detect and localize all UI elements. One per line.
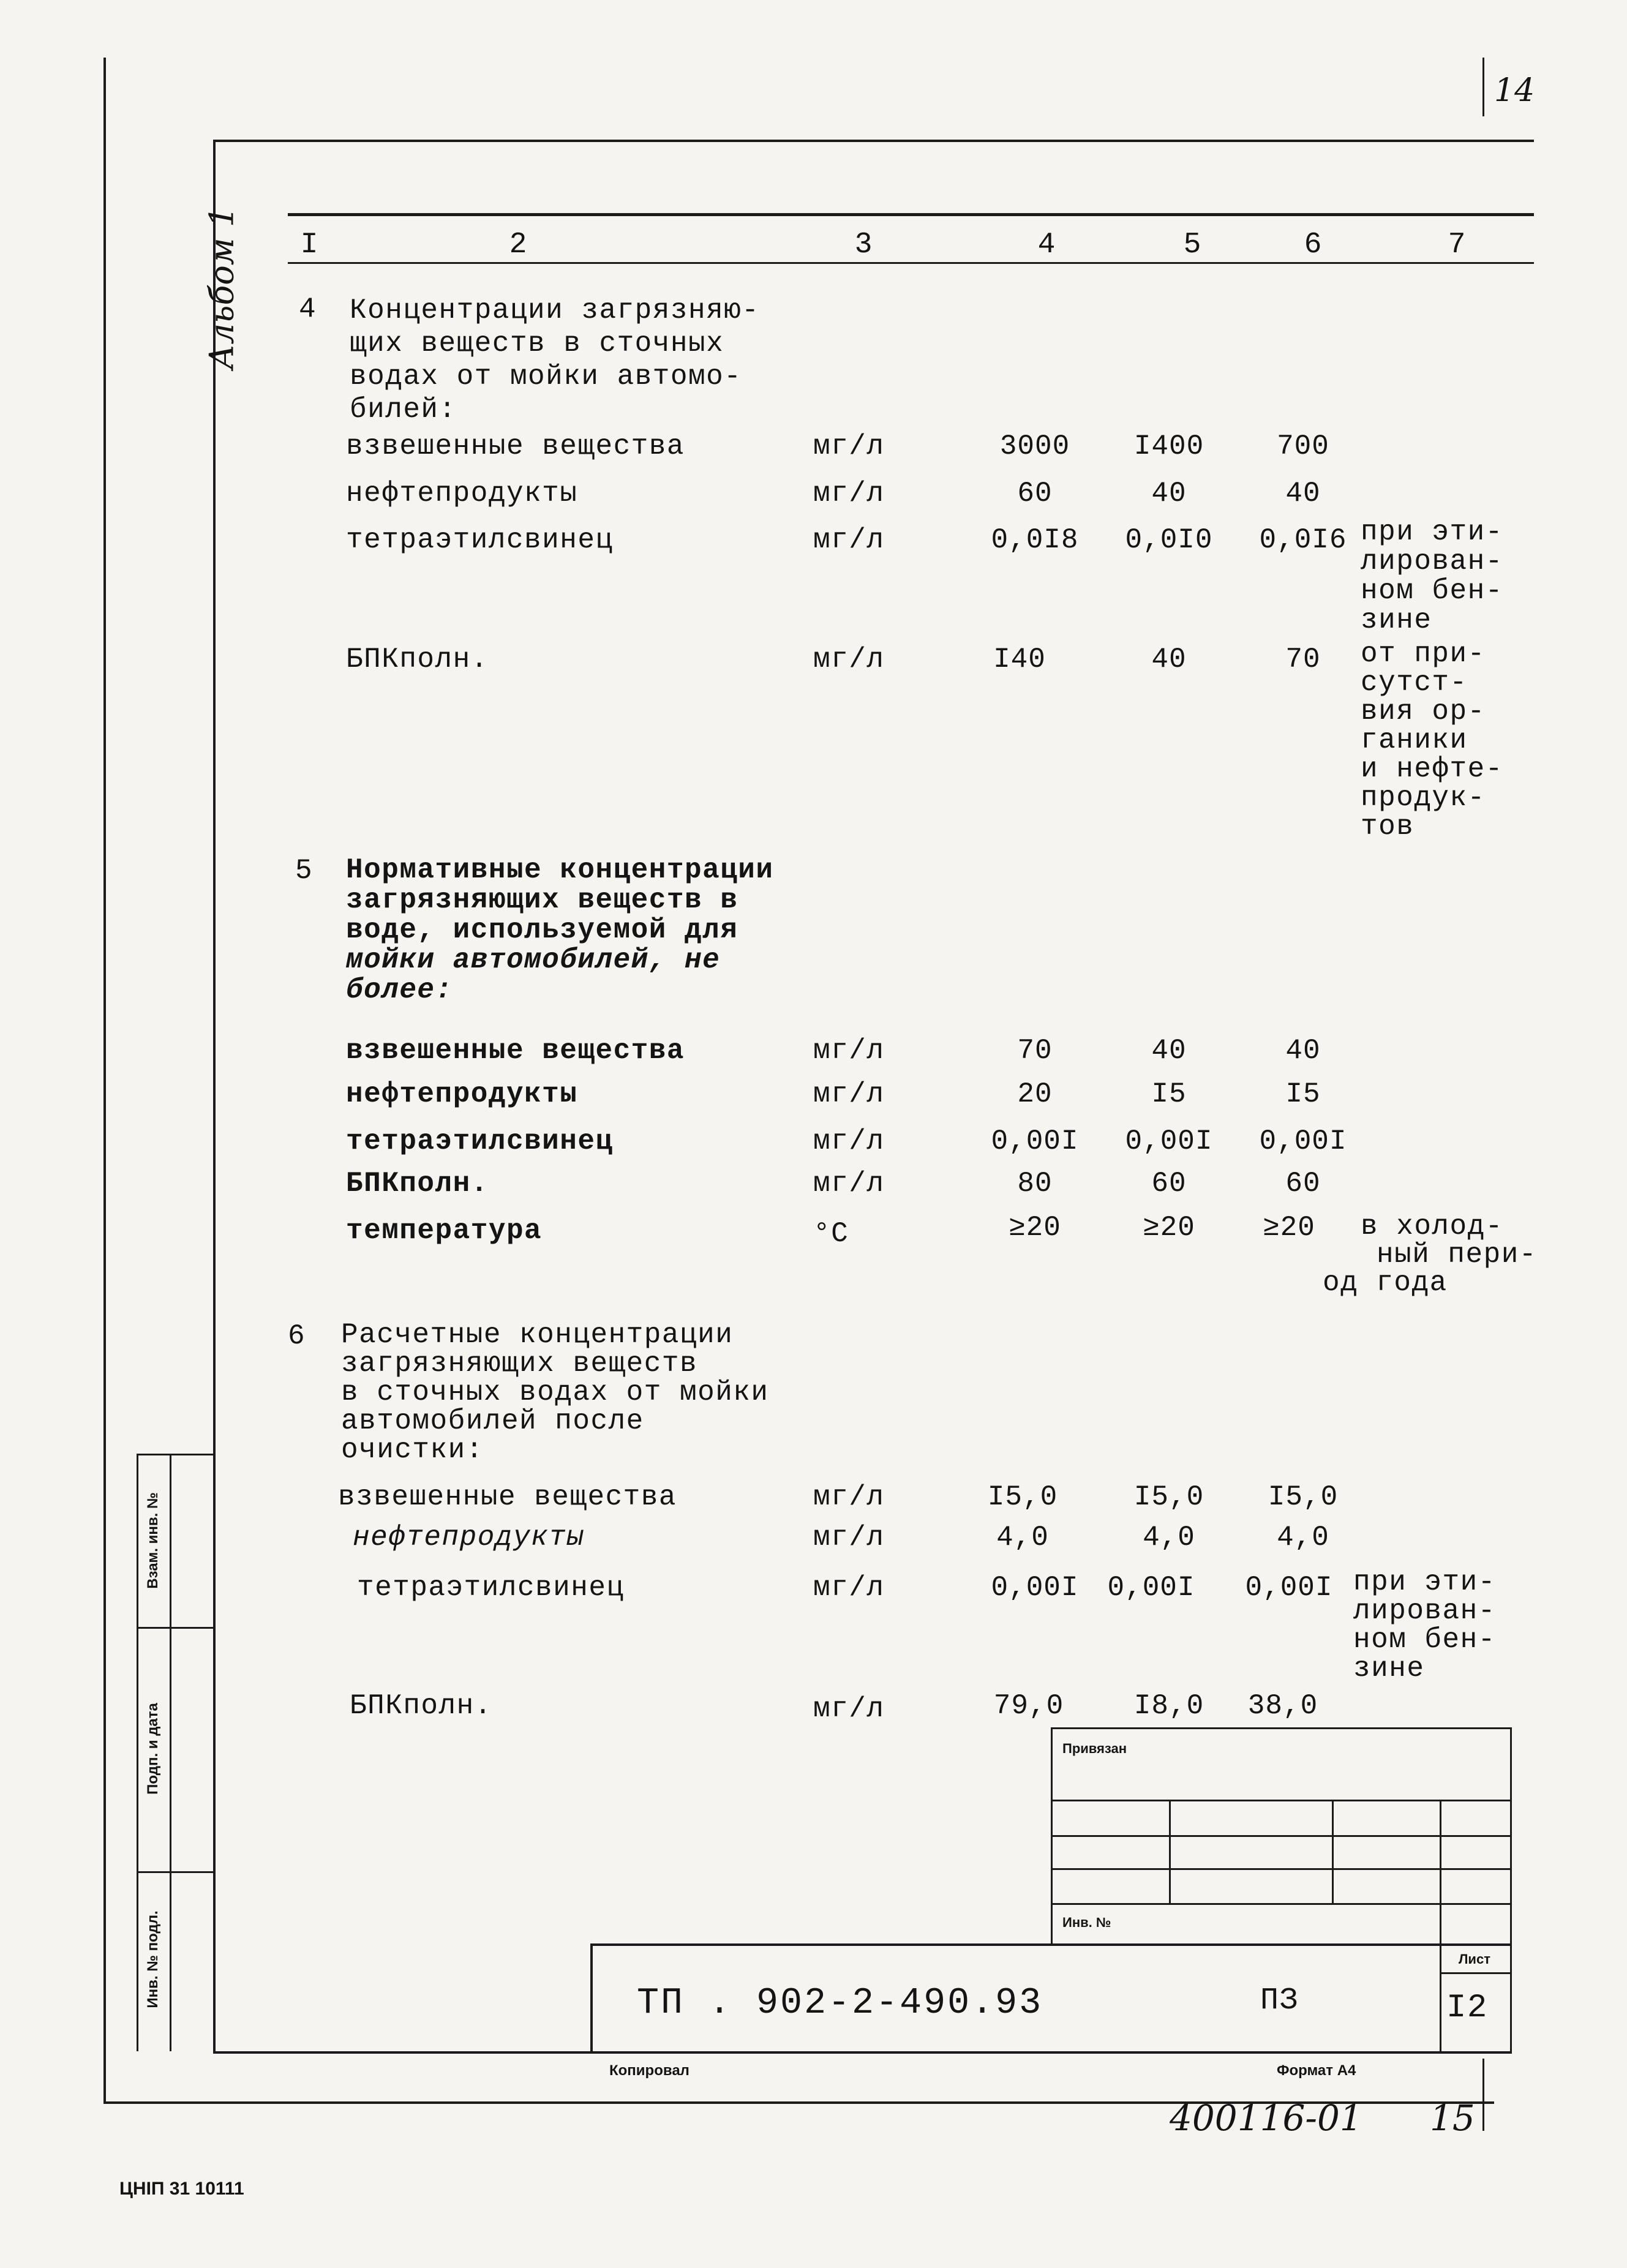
side-stamp-original-inv: Инв. № подл. (145, 1910, 161, 2008)
row-value-col6: 40 (1285, 1035, 1321, 1067)
row-value-col5: 60 (1151, 1168, 1187, 1200)
row-value-col6: 4,0 (1277, 1522, 1329, 1553)
title-block-main-top-line (590, 1943, 1512, 1946)
section-title-line: воде, используемой для (346, 914, 738, 946)
row-note-line: от при- (1361, 638, 1486, 670)
row-value-col4: I40 (993, 644, 1046, 675)
section-title-line: Расчетные концентрации (341, 1319, 734, 1351)
row-note-line: и нефте- (1361, 753, 1503, 785)
title-block-sheet-divider (1440, 1943, 1441, 2051)
section-title (341, 1321, 769, 1465)
row-note-line: зине (1361, 604, 1432, 636)
row-value-col4: 3000 (999, 430, 1070, 462)
title-block-sheet-divider (1440, 1972, 1512, 1974)
row-note-line: ном бен- (1353, 1624, 1496, 1656)
row-unit: мг/л (813, 1125, 885, 1157)
row-unit: мг/л (813, 430, 885, 462)
column-header-5: 5 (1183, 228, 1201, 261)
section-title-line: билей: (350, 394, 457, 426)
row-name: БПКполн. (346, 1168, 489, 1200)
row-note-line: ный пери- (1377, 1239, 1537, 1271)
row-value-col4: 0,00I (991, 1572, 1079, 1604)
row-name: взвешенные вещества (338, 1481, 677, 1513)
row-value-col6: I5 (1285, 1078, 1321, 1110)
row-value-col5: I400 (1133, 430, 1204, 462)
row-note-line: при эти- (1361, 516, 1503, 548)
footer-vertical-mark (1482, 2059, 1484, 2131)
row-value-col4: ≥20 (1009, 1212, 1061, 1244)
row-value-col4: 80 (1017, 1168, 1053, 1200)
title-block-grid-line (1332, 1800, 1334, 1903)
row-unit: мг/л (813, 1168, 885, 1200)
row-value-col5: I8,0 (1133, 1690, 1204, 1722)
title-block-grid-line (1440, 1800, 1441, 1943)
row-note-line: вия ор- (1361, 696, 1486, 727)
row-note-line: од года (1323, 1267, 1448, 1299)
row-name: тетраэтилсвинец (357, 1572, 625, 1604)
row-value-col5: I5 (1151, 1078, 1187, 1110)
row-value-col5: 40 (1151, 478, 1187, 509)
title-block-grid-line (1051, 1835, 1512, 1837)
row-value-col5: 0,00I (1107, 1572, 1195, 1604)
row-value-col4: 79,0 (993, 1690, 1064, 1722)
row-value-col6: 700 (1277, 430, 1329, 462)
title-block-top-line (1051, 1727, 1512, 1729)
row-value-col6: 38,0 (1247, 1690, 1318, 1722)
row-note-line: в холод- (1361, 1211, 1503, 1242)
section-title-line: очистки: (341, 1434, 484, 1466)
section-title (350, 294, 759, 426)
inner-frame-bottom-line (213, 2051, 1512, 2054)
title-block-main-left-line (590, 1943, 593, 2051)
row-name: нефтепродукты (346, 1078, 578, 1110)
section-title-line: загрязняющих веществ в (346, 884, 738, 916)
section-title-line: щих веществ в сточных (350, 328, 724, 359)
row-value-col5: 40 (1151, 1035, 1187, 1067)
section-title-line: автомобилей после (341, 1405, 644, 1437)
row-name: БПКполн. (346, 644, 489, 675)
side-stamp-divider (137, 1871, 213, 1873)
section-title-line: в сточных водах от мойки (341, 1376, 769, 1408)
row-unit: мг/л (813, 1572, 885, 1604)
row-name: БПКполн. (350, 1690, 492, 1722)
row-value-col5: I5,0 (1133, 1481, 1204, 1513)
outer-frame-top-right-line (1482, 58, 1484, 116)
document-designation: ТП . 902-2-490.93 (637, 1983, 1043, 2024)
row-value-col6: ≥20 (1263, 1212, 1315, 1244)
row-value-col4: I5,0 (987, 1481, 1058, 1513)
side-stamp-middle-line (170, 1454, 171, 2051)
handwritten-code: 400116-01 (1170, 2097, 1362, 2139)
section-title-line: водах от мойки автомо- (350, 361, 742, 392)
row-value-col6: I5,0 (1268, 1481, 1339, 1513)
row-note-line: тов (1361, 811, 1415, 843)
row-unit: мг/л (813, 524, 885, 556)
row-note (1361, 517, 1503, 635)
side-stamp-replaced-inv: Взам. инв. № (145, 1492, 161, 1589)
side-stamp-divider (137, 1627, 213, 1629)
table-header-top-line (288, 213, 1534, 216)
side-stamp-signature-date: Подп. и дата (145, 1703, 161, 1795)
column-header-6: 6 (1304, 228, 1322, 261)
row-unit: мг/л (813, 1693, 885, 1725)
inner-frame-left-line (213, 140, 216, 2051)
format-label: Формат А4 (1277, 2062, 1356, 2079)
column-header-3: 3 (854, 228, 873, 261)
row-unit: мг/л (813, 1481, 885, 1513)
row-name: тетраэтилсвинец (346, 1125, 614, 1157)
row-unit: мг/л (813, 1522, 885, 1553)
sheet-number: I2 (1446, 1989, 1488, 2027)
row-note (1361, 640, 1503, 841)
row-unit: мг/л (813, 478, 885, 509)
section-title-line: мойки автомобилей, не (346, 944, 721, 976)
side-stamp-left-line (137, 1454, 138, 2051)
attached-label: Привязан (1062, 1741, 1127, 1756)
row-note-line: лирован- (1353, 1595, 1496, 1627)
row-name: температура (346, 1215, 543, 1247)
section-title (346, 855, 774, 1005)
row-value-col6: 70 (1285, 644, 1321, 675)
row-value-col5: 40 (1151, 644, 1187, 675)
row-value-col6: 0,0I6 (1259, 524, 1347, 556)
row-value-col4: 0,0I8 (991, 524, 1079, 556)
row-unit: °C (813, 1218, 849, 1250)
row-value-col4: 0,00I (991, 1125, 1079, 1157)
top-page-number: 14 (1494, 72, 1535, 109)
row-value-col6: 60 (1285, 1168, 1321, 1200)
row-name: нефтепродукты (353, 1522, 585, 1553)
row-unit: мг/л (813, 644, 885, 675)
section-number: 4 (299, 293, 317, 325)
column-header-1: I (300, 228, 318, 261)
row-name: тетраэтилсвинец (346, 524, 614, 556)
row-value-col4: 4,0 (996, 1522, 1049, 1553)
row-note-line: сутст- (1361, 667, 1468, 699)
document-code: ПЗ (1260, 1983, 1299, 2018)
row-note (1353, 1568, 1496, 1683)
table-header-bottom-line (288, 262, 1534, 264)
print-mark: ЦНIП 31 10111 (119, 2179, 244, 2199)
section-number: 6 (288, 1320, 306, 1352)
row-unit: мг/л (813, 1078, 885, 1110)
title-block-right-line (1510, 1727, 1512, 2051)
inv-label: Инв. № (1062, 1915, 1111, 1930)
section-title-line: Концентрации загрязняю- (350, 295, 760, 326)
row-value-col6: 0,00I (1245, 1572, 1333, 1604)
section-title-line: более: (346, 974, 453, 1006)
row-unit: мг/л (813, 1035, 885, 1067)
section-number: 5 (295, 855, 314, 887)
column-header-4: 4 (1037, 228, 1056, 261)
section-title-line: загрязняющих веществ (341, 1348, 698, 1380)
section-title-line: Нормативные концентрации (346, 854, 774, 886)
row-name: взвешенные вещества (346, 430, 685, 462)
row-note-line: ном бен- (1361, 575, 1503, 607)
title-block-grid-line (1051, 1903, 1512, 1905)
side-stamp-divider (137, 1454, 213, 1455)
handwritten-page: 15 (1430, 2097, 1475, 2139)
column-header-2: 2 (509, 228, 527, 261)
row-note-line: зине (1353, 1653, 1425, 1684)
column-header-7: 7 (1448, 228, 1466, 261)
row-name: взвешенные вещества (346, 1035, 685, 1067)
title-block-grid-line (1169, 1800, 1171, 1903)
outer-frame-left-line (103, 58, 106, 2101)
row-value-col4: 70 (1017, 1035, 1053, 1067)
row-value-col6: 0,00I (1259, 1125, 1347, 1157)
album-label: Альбом 1 (202, 206, 241, 370)
row-value-col5: 4,0 (1143, 1522, 1195, 1553)
row-value-col4: 60 (1017, 478, 1053, 509)
row-note-line: лирован- (1361, 546, 1503, 577)
row-value-col6: 40 (1285, 478, 1321, 509)
row-note-line: при эти- (1353, 1566, 1496, 1598)
inner-frame-top-line (213, 140, 1534, 142)
row-value-col5: 0,00I (1125, 1125, 1213, 1157)
row-name: нефтепродукты (346, 478, 578, 509)
row-value-col5: ≥20 (1143, 1212, 1195, 1244)
row-note-line: ганики (1361, 724, 1468, 756)
row-note-line: продук- (1361, 782, 1486, 814)
row-value-col4: 20 (1017, 1078, 1053, 1110)
sheet-label: Лист (1459, 1951, 1490, 1967)
title-block-grid-line (1051, 1800, 1512, 1801)
copied-label: Копировал (609, 2062, 690, 2079)
row-value-col5: 0,0I0 (1125, 524, 1213, 556)
title-block-grid-line (1051, 1868, 1512, 1870)
